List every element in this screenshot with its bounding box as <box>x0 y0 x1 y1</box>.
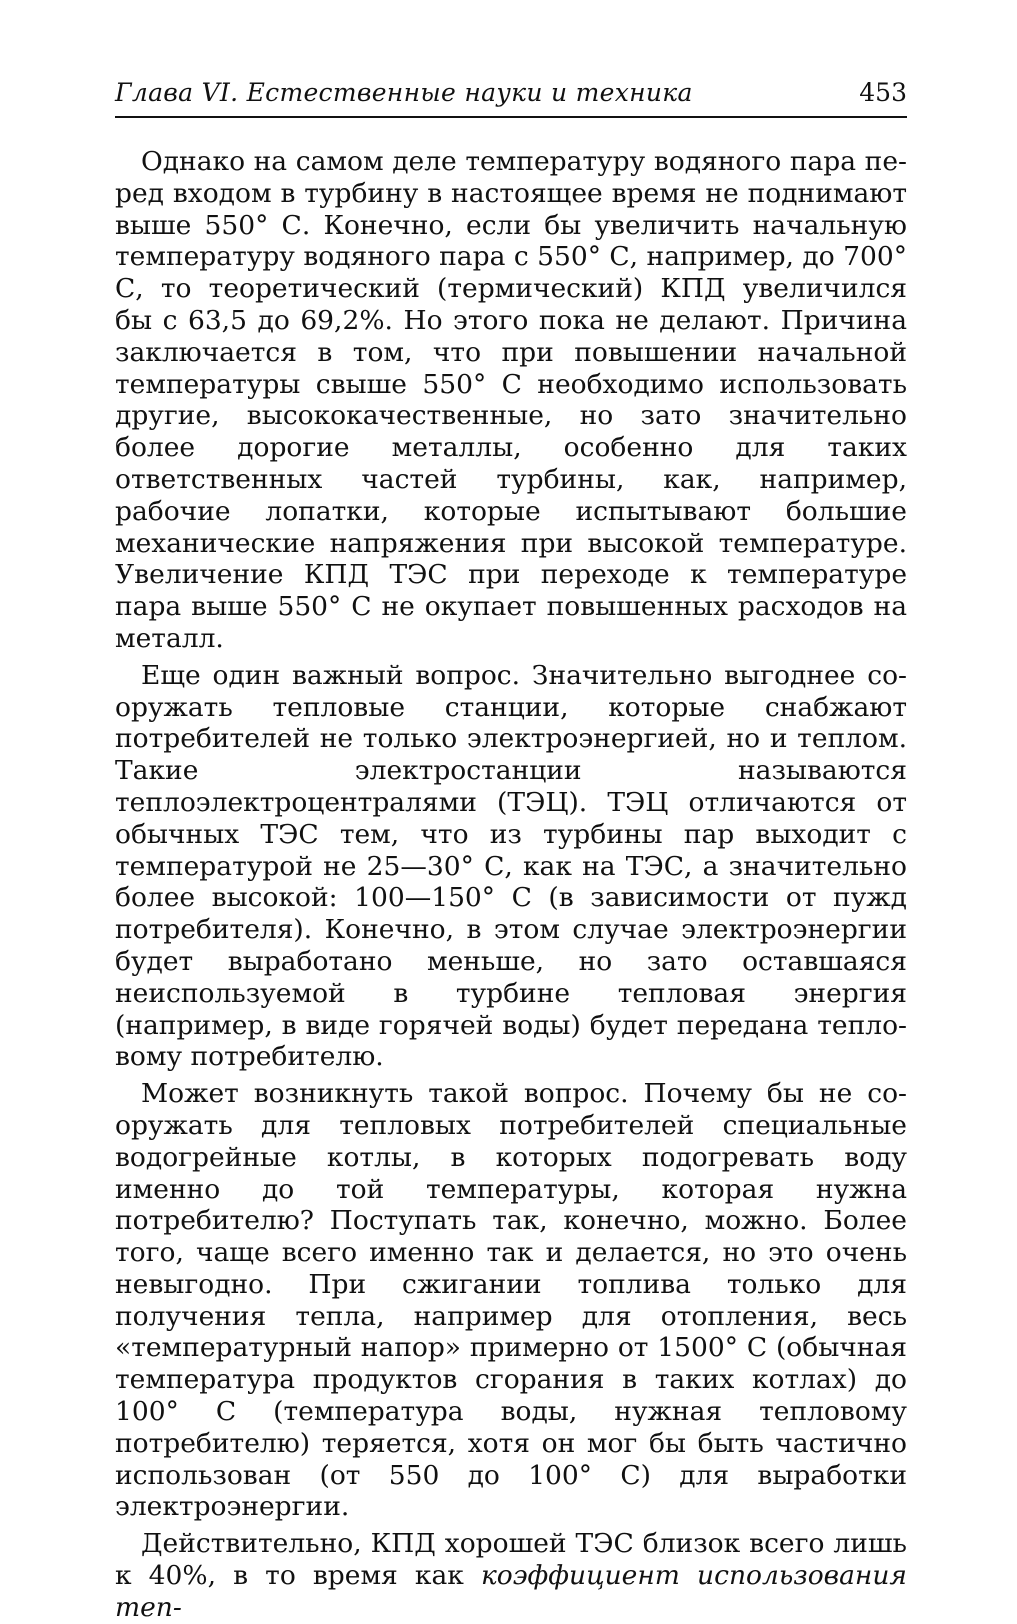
paragraph-3: Может возникнуть такой вопрос. Почему бы не сооружать для тепловых потребителей специальные водогрейные котлы, в которых подогревать воду именно до той температуры, которая нужна потребителю? Поступать так, конечно, можно. Более того, чаще всего именно так и делается, но это очень невыгодно. При сжигании топлива только для получения тепла, например для отопления, весь «температурный напор» примерно от 1500° С (обычная температура продуктов сгорания в таких котлах) до 100° С (температура воды, нужная тепловому потребителю) теряется, хотя он мог бы быть частично использован (от 550 до 100° С) для выработки электроэнергии. <box>115 1078 907 1523</box>
chapter-title: Глава VI. Естественные науки и техника <box>115 78 693 107</box>
paragraph-4-italic: коэффициент использования теп- <box>115 1560 907 1623</box>
running-header <box>115 76 907 118</box>
paragraph-4 <box>115 1528 907 1623</box>
text-body <box>115 146 907 1624</box>
paragraph-1: Однако на самом деле температуру водяного пара перед входом в турбину в настоящее время не поднимают выше 550° С. Конечно, если бы увеличить начальную температуру водяного пара с 550° С, например, до 700° С, то теоретический (термический) КПД увеличился бы с 63,5 до 69,2%. Но этого пока не делают. Причина заключается в том, что при повышении начальной температуры свыше 550° С необходимо использовать другие, высококачественные, но зато значительно более дорогие металлы, особенно для таких ответственных частей турбины, как, например, рабочие лопатки, которые испытывают большие механические напряжения при высокой температуре. Увеличение КПД ТЭС при переходе к температуре пара выше 550° С не окупает повышенных расходов на металл. <box>115 146 907 654</box>
paragraph-4-text: Действительно, КПД хорошей ТЭС близок всего лишь к 40%, в то время как <box>115 1528 907 1592</box>
page-number: 453 <box>859 78 907 107</box>
paragraph-2: Еще один важный вопрос. Значительно выгоднее сооружать тепловые станции, которые снабжают потребителей не только электроэнергией, но и теплом. Такие электростанции называются теплоэлектроцентралями (ТЭЦ). ТЭЦ отличаются от обычных ТЭС тем, что из турбины пар выходит с температурой не 25—30° С, как на ТЭС, а значительно более высокой: 100—150° С (в зависимости от пужд потребителя). Конечно, в этом случае электроэнергии будет выработано меньше, но зато оставшаяся неиспользуемой в турбине тепловая энергия (например, в виде горячей воды) будет передана тепловому потребителю. <box>115 659 907 1073</box>
